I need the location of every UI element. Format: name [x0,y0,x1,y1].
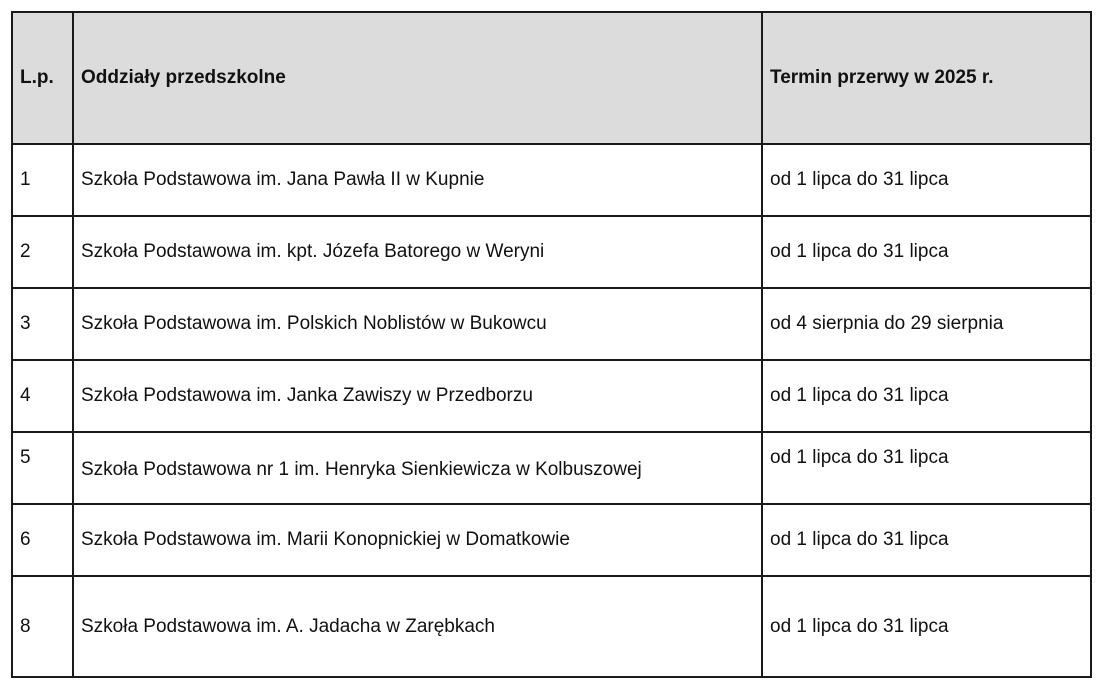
row-term: od 1 lipca do 31 lipca [762,144,1091,216]
row-school: Szkoła Podstawowa im. kpt. Józefa Batorego w Weryni [73,216,762,288]
header-lp: L.p. [12,12,73,144]
table-row [12,432,1091,504]
row-lp: 2 [12,216,73,288]
table-row [12,360,1091,432]
table-row [12,144,1091,216]
row-lp: 6 [12,504,73,576]
row-lp: 4 [12,360,73,432]
row-term: od 1 lipca do 31 lipca [762,216,1091,288]
row-school: Szkoła Podstawowa im. Janka Zawiszy w Przedborzu [73,360,762,432]
preschool-break-table [11,11,1092,678]
row-term: od 1 lipca do 31 lipca [762,576,1091,677]
row-lp: 5 [12,432,73,504]
row-school: Szkoła Podstawowa im. Polskich Noblistów w Bukowcu [73,288,762,360]
row-term: od 1 lipca do 31 lipca [762,360,1091,432]
row-lp: 3 [12,288,73,360]
table-row [12,288,1091,360]
table-row [12,576,1091,677]
header-school: Oddziały przedszkolne [73,12,762,144]
row-school: Szkoła Podstawowa im. A. Jadacha w Zarębkach [73,576,762,677]
table-row [12,504,1091,576]
row-term: od 1 lipca do 31 lipca [762,432,1091,504]
row-term: od 4 sierpnia do 29 sierpnia [762,288,1091,360]
row-lp: 1 [12,144,73,216]
header-term: Termin przerwy w 2025 r. [762,12,1091,144]
row-term: od 1 lipca do 31 lipca [762,504,1091,576]
table-row [12,216,1091,288]
row-school: Szkoła Podstawowa im. Jana Pawła II w Kupnie [73,144,762,216]
row-school: Szkoła Podstawowa im. Marii Konopnickiej w Domatkowie [73,504,762,576]
table-header-row [12,12,1091,144]
row-school: Szkoła Podstawowa nr 1 im. Henryka Sienkiewicza w Kolbuszowej [73,432,762,504]
row-lp: 8 [12,576,73,677]
